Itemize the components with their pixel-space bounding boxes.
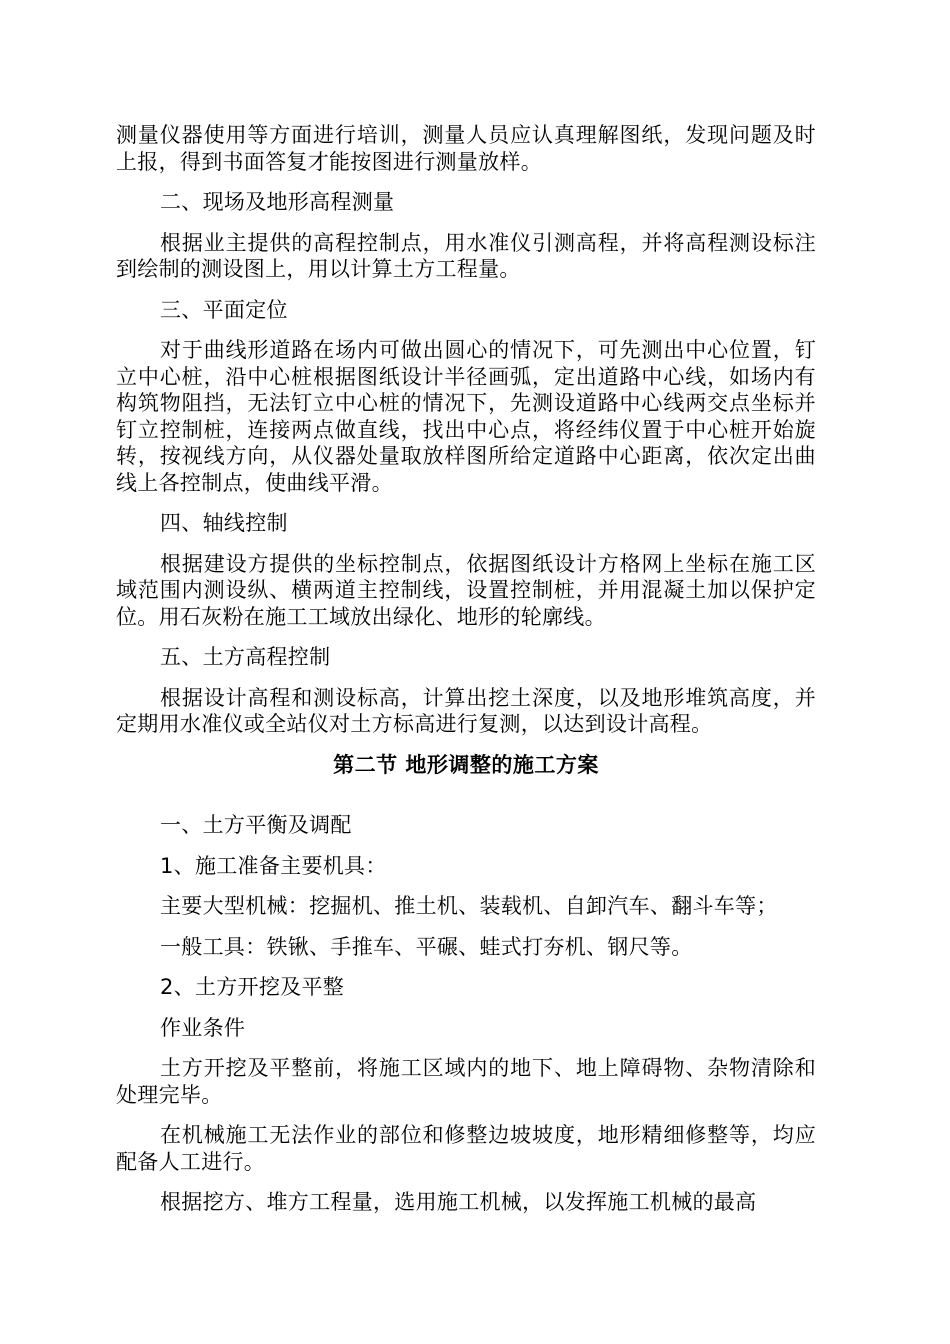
list-line: 一般工具：铁锹、手推车、平碾、蛙式打夯机、钢尺等。	[160, 934, 693, 959]
section-title: 第二节 地形调整的施工方案	[333, 752, 599, 777]
paragraph: 根据挖方、堆方工程量，选用施工机械，以发挥施工机械的最高	[160, 1190, 757, 1214]
subheading: 五、土方高程控制	[160, 645, 331, 669]
paragraph: 测量仪器使用等方面进行培训，测量人员应认真理解图纸，发现问题及时上报，得到书面答复才能按图进行测量放样。	[116, 123, 816, 174]
paragraph: 根据建设方提供的坐标控制点，依据图纸设计方格网上坐标在施工区域范围内测设纵、横两道主控制线，设置控制桩，并用混凝土加以保护定位。用石灰粉在施工工域放出绿化、地形的轮廓线。	[116, 551, 816, 629]
subheading: 作业条件	[160, 1015, 246, 1040]
paragraph: 根据业主提供的高程控制点，用水准仪引测高程，并将高程测设标注到绘制的测设图上，用以计算土方工程量。	[116, 230, 816, 281]
subheading: 1、施工准备主要机具：	[160, 853, 387, 878]
subheading: 2、土方开挖及平整	[160, 975, 345, 999]
paragraph: 在机械施工无法作业的部位和修整边坡坡度，地形精细修整等，均应配备人工进行。	[116, 1123, 816, 1174]
subheading: 三、平面定位	[160, 297, 288, 322]
list-line: 主要大型机械：挖掘机、推土机、装载机、自卸汽车、翻斗车等；	[160, 894, 778, 918]
subheading: 二、现场及地形高程测量	[160, 190, 395, 214]
paragraph: 对于曲线形道路在场内可做出圆心的情况下，可先测出中心位置，钉立中心桩，沿中心桩根据图纸设计半径画弧，定出道路中心线，如场内有构筑物阻挡，无法钉立中心桩的情况下，先测设道路中心线两交点坐标并钉立控制桩，连接两点做直线，找出中心点，将经纬仪置于中心桩开始旋转，按视线方向，从仪器处量取放样图所给定道路中心距离，依次定出曲线上各控制点，使曲线平滑。	[116, 338, 816, 495]
paragraph: 根据设计高程和测设标高，计算出挖土深度，以及地形堆筑高度，并定期用水准仪或全站仪对土方标高进行复测，以达到设计高程。	[116, 685, 816, 736]
subheading: 一、土方平衡及调配	[160, 813, 352, 837]
document-body	[116, 122, 816, 1230]
subheading: 四、轴线控制	[160, 511, 288, 535]
paragraph: 土方开挖及平整前，将施工区域内的地下、地上障碍物、杂物清除和处理完毕。	[116, 1056, 816, 1107]
